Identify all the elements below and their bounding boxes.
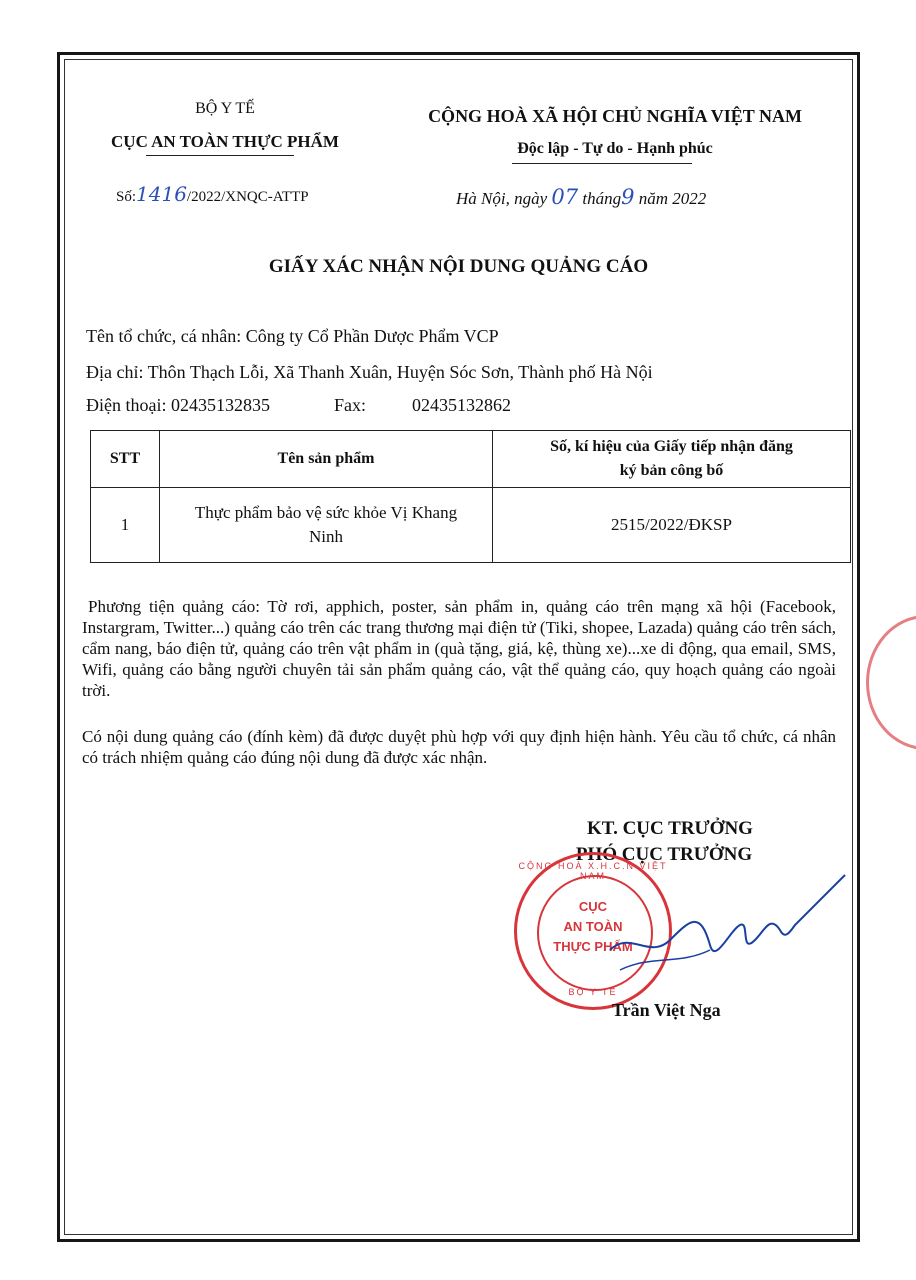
department-underline bbox=[146, 155, 294, 156]
table-header-registration: Số, kí hiệu của Giấy tiếp nhận đăng ký bản công bố bbox=[493, 431, 851, 488]
signer-name: Trần Việt Nga bbox=[612, 1000, 721, 1020]
table-header-stt: STT bbox=[91, 431, 160, 488]
product-table bbox=[90, 430, 851, 563]
signature-title-line2: PHÓ CỤC TRƯỞNG bbox=[575, 844, 753, 865]
applicant-name: Tên tổ chức, cá nhân: Công ty Cổ Phần Dược Phẩm VCP bbox=[86, 326, 499, 346]
ministry-name: BỘ Y TẾ bbox=[195, 100, 255, 117]
fax-value: 02435132862 bbox=[412, 395, 511, 415]
department-name: CỤC AN TOÀN THỰC PHẨM bbox=[111, 132, 339, 151]
country-name: CỘNG HOÀ XÃ HỘI CHỦ NGHĨA VIỆT NAM bbox=[428, 106, 802, 126]
table-row bbox=[91, 488, 851, 563]
document-title: GIẤY XÁC NHẬN NỘI DUNG QUẢNG CÁO bbox=[268, 256, 649, 277]
document-number-handwritten: 1416 bbox=[136, 182, 187, 206]
applicant-address: Địa chỉ: Thôn Thạch Lỗi, Xã Thanh Xuân, Huyện Sóc Sơn, Thành phố Hà Nội bbox=[86, 362, 653, 382]
applicant-phone: Điện thoại: 02435132835 bbox=[86, 395, 270, 415]
motto-underline bbox=[512, 163, 692, 164]
table-cell-product: Thực phẩm bảo vệ sức khỏe Vị Khang Ninh bbox=[160, 488, 493, 563]
signature-title-line1: KT. CỤC TRƯỞNG bbox=[587, 818, 753, 839]
partial-seal-edge bbox=[866, 615, 916, 750]
handwritten-signature bbox=[590, 870, 850, 1000]
table-cell-registration: 2515/2022/ĐKSP bbox=[493, 488, 851, 563]
table-header-row bbox=[91, 431, 851, 488]
table-header-product: Tên sản phẩm bbox=[160, 431, 493, 488]
approval-paragraph: Có nội dung quảng cáo (đính kèm) đã được duyệt phù hợp với quy định hiện hành. Yêu cầu tổ chức, cá nhân có trách nhiệm quảng cáo đúng nội dung đã được xác nhận. bbox=[82, 727, 836, 767]
document-number: Số:1416/2022/XNQC-ATTP bbox=[116, 182, 309, 206]
official-seal: CỘNG HOÀ X.H.C.N VIỆT NAM CỤC AN TOÀN THỰC PHẨM BỘ Y TẾ bbox=[514, 852, 672, 1010]
national-motto: Độc lập - Tự do - Hạnh phúc bbox=[517, 140, 713, 157]
fax-label: Fax: bbox=[334, 395, 367, 415]
table-cell-stt: 1 bbox=[91, 488, 160, 563]
issue-date: Hà Nội, ngày 07 tháng9 năm 2022 bbox=[456, 185, 707, 209]
advertising-media-paragraph: Phương tiện quảng cáo: Tờ rơi, apphich, poster, sản phẩm in, quảng cáo trên mạng xã hội (Facebook, Instargram, Twitter...) quảng cáo trên các trang thương mại điện tử (Tiki, shopee, Lazada) quảng cáo trên sách, cẩm nang, báo điện tử, quảng cáo trên vật phẩm in (quà tặng, giá, kệ, thùng xe)...xe di động, qua email, SMS, Wifi, quảng cáo bằng người chuyên tải sản phẩm quảng cáo, vật thể quảng cáo, quy hoạch quảng cáo ngoài trời. bbox=[82, 597, 836, 700]
